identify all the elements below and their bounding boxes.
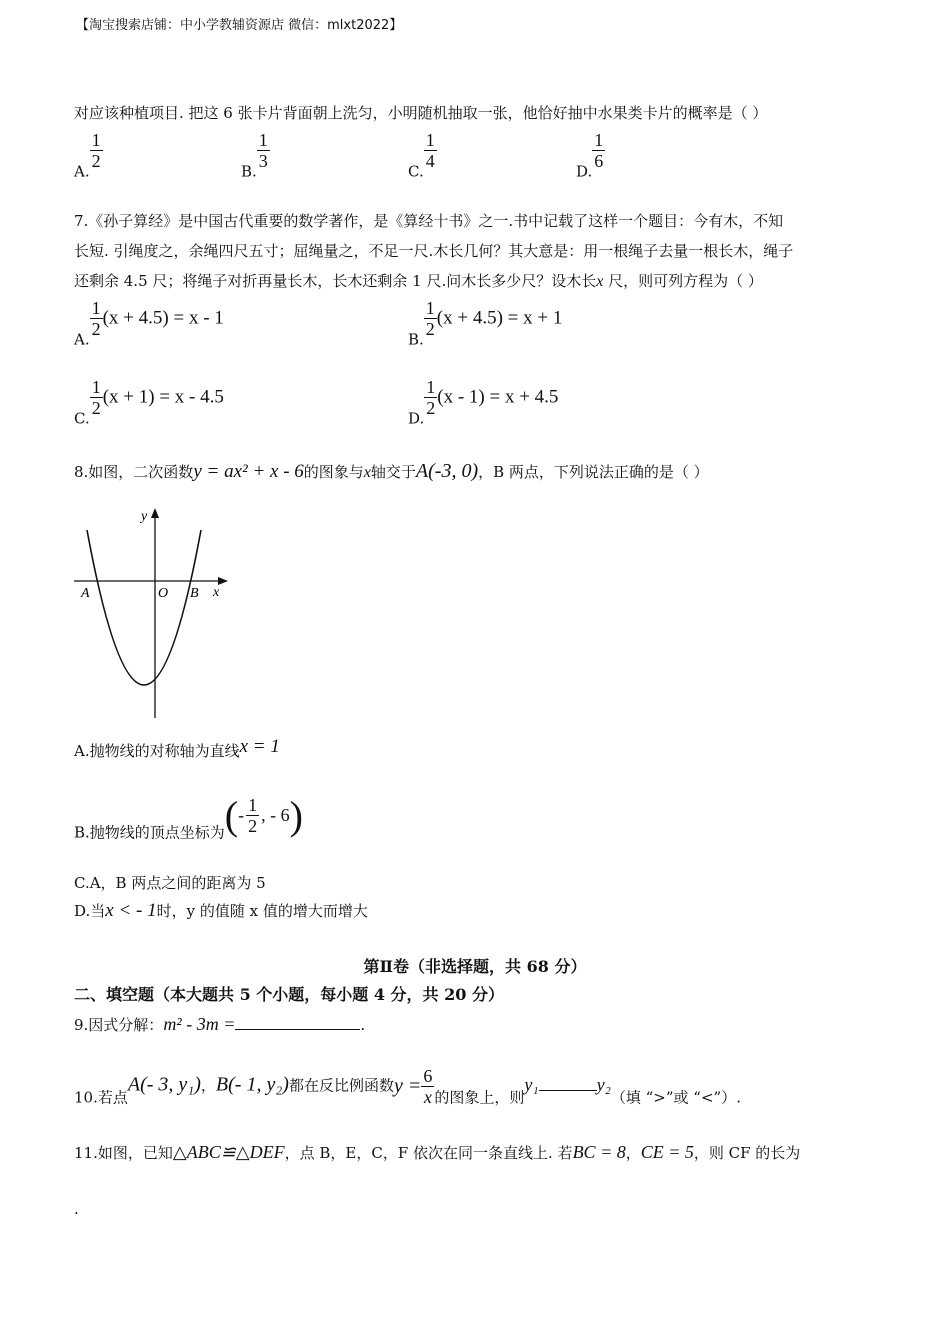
fraction-denominator: 4 [425,151,435,171]
graph-label-a: A [81,586,90,601]
equation: x = 1 [239,736,280,757]
fraction-denominator: 2 [248,816,258,836]
q7-option-d [408,377,558,428]
q9-text: 9.因式分解： [74,1016,164,1034]
segment-ce: CE = 5 [640,1142,694,1162]
fraction-numerator: 6 [423,1066,433,1086]
congruence-statement: △ABC≌△DEF [172,1142,285,1162]
q11-text: ，则 CF 的长为 [693,1144,801,1162]
option-label: C. [408,162,424,181]
fraction-numerator: 1 [425,298,435,318]
q7-line-3-text: 还剩余 4.5 尺；将绳子对折再量长木，长木还剩余 1 尺.问木长多少尺？设木长 [74,272,597,290]
paren-open: ( [224,793,239,838]
page-header: 【淘宝搜索店铺：中小学教辅资源店 微信：mlxt2022】 [76,18,403,33]
vertex-coordinate: , - 6 [261,805,290,825]
q8-stem-text: 8.如图，二次函数 [74,463,194,481]
q8-stem-text: ，B 两点，下列说法正确的是（ ） [478,463,709,481]
q8-option-d [74,900,368,922]
q7-line-2: 长短. 引绳度之，余绳四尺五寸；屈绳量之，不足一尺.木长几何？其大意是：用一根绳子去量一根长木，绳子 [74,242,794,260]
fraction-numerator: 1 [594,130,604,150]
q10 [74,1066,741,1108]
parabola-curve [87,530,201,685]
q6-option-a [74,130,103,181]
q7-line-3 [74,270,763,291]
equation: (x + 4.5) = x + 1 [436,307,563,329]
fraction-numerator: 1 [425,130,435,150]
graph-label-x: x [213,585,220,600]
fraction-numerator: 1 [258,130,268,150]
q8-stem-text: 轴交于 [370,463,416,481]
fraction-numerator: 1 [91,130,101,150]
variable-x: x [363,464,371,481]
q10-text: 10.若点 [74,1088,128,1107]
q10-text: 的图象上，则 [434,1088,525,1107]
section-subtitle: 二、填空题（本大题共 5 个小题，每小题 4 分，共 20 分） [74,985,504,1004]
answer-blank[interactable] [539,1090,597,1091]
q11-text: 11.如图，已知 [74,1144,173,1162]
graph-label-o: O [158,586,169,601]
graph-label-y: y [141,509,148,524]
fraction-numerator: 1 [91,377,101,397]
quadratic-function: y = ax² + x - 6 [193,461,304,482]
answer-blank[interactable] [235,1029,360,1030]
q8-option-a [74,736,280,761]
section-title: 第Ⅱ卷（非选择题，共 68 分） [363,957,587,976]
q8-option-c: C.A，B 两点之间的距离为 5 [74,874,266,892]
fraction-denominator: 3 [258,151,268,171]
point-a: A(-3, 0) [415,460,479,482]
q8-option-b [74,792,303,843]
option-text: D.当 [74,902,106,920]
fraction-denominator: 2 [91,319,101,339]
option-label: C. [74,409,90,428]
fraction-denominator: 2 [91,398,101,418]
fraction-denominator: 2 [91,151,101,171]
y-axis-arrow-icon [151,508,159,518]
q11 [74,1142,800,1163]
q8-stem-text: 的图象与 [303,463,364,481]
q11-end: . [74,1200,79,1218]
fraction-numerator: 1 [91,298,101,318]
equation: (x - 1) = x + 4.5 [437,386,559,408]
q10-text: （填 “>”或 “<”）. [610,1088,741,1107]
function-y: y = [393,1075,422,1097]
q11-text: ，点 B，E，C，F 依次在同一条直线上. 若 [284,1144,573,1162]
option-label: D. [408,409,425,428]
option-label: A. [74,330,90,349]
x-axis-arrow-icon [218,577,228,585]
option-text: A.抛物线的对称轴为直线 [74,742,240,760]
minus-sign: - [238,805,245,825]
option-label: D. [576,162,593,181]
fraction-denominator: 2 [426,398,436,418]
segment-bc: BC = 8 [572,1142,626,1162]
fraction-denominator: 2 [425,319,435,339]
fraction-numerator: 1 [426,377,436,397]
option-text: 时，y 的值随 x 值的增大而增大 [156,902,368,920]
fraction-denominator: x [421,1086,434,1107]
point-b: B(- 1, y₂) [215,1073,289,1096]
q7-option-a [74,298,224,349]
graph-label-b: B [190,586,199,601]
option-label: B. [241,162,257,181]
q6-option-c [408,130,437,181]
variable-x: x [596,273,604,290]
expression: m² - 3m = [163,1014,236,1034]
variable-y1: y₁ [524,1074,539,1095]
q7-line-3-tail: 尺，则可列方程为（ ） [603,272,763,290]
fraction-denominator: 6 [594,151,604,171]
parabola-graph [70,500,240,725]
q9 [74,1014,365,1035]
q8-stem [74,460,709,483]
variable-y2: y₂ [596,1074,611,1095]
q7-line-1: 7.《孙子算经》是中国古代重要的数学著作，是《算经十书》之一.书中记载了这样一个题目：今有木，不知 [74,212,784,230]
fraction-numerator: 1 [248,795,258,815]
q7-option-b [408,298,562,349]
option-text: B.抛物线的顶点坐标为 [74,823,225,842]
q7-option-c [74,377,224,428]
option-label: B. [408,330,424,349]
q9-text: . [360,1016,366,1034]
point-a: A(- 3, y₁) [127,1073,201,1096]
q6-option-b [241,130,270,181]
equation: (x + 4.5) = x - 1 [102,307,224,329]
option-label: A. [74,162,90,181]
inequality: x < - 1 [105,900,157,921]
q10-text: ， [200,1076,216,1095]
paren-close: ) [289,793,303,838]
q11-text: ， [625,1144,641,1162]
q6-option-d [576,130,605,181]
q6-stem: 对应该种植项目. 把这 6 张卡片背面朝上洗匀，小明随机抽取一张，他恰好抽中水果类卡片的概率是（ ） [74,104,768,122]
q10-text: 都在反比例函数 [288,1076,394,1095]
equation: (x + 1) = x - 4.5 [102,386,224,408]
